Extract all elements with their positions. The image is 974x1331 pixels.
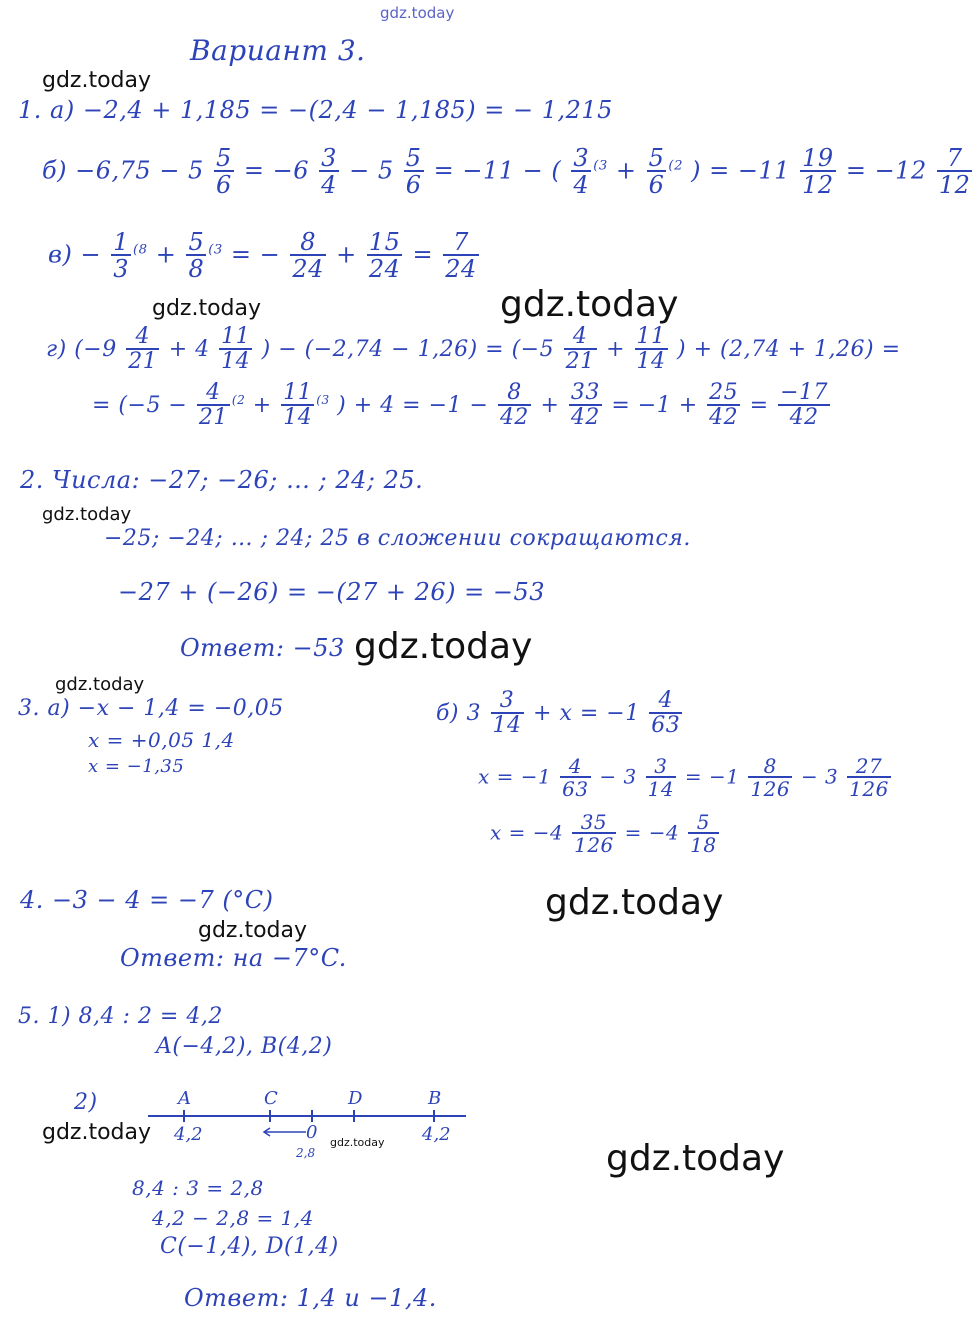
watermark: gdz.today: [545, 882, 724, 923]
task3-a-line3: x = −1,35: [88, 756, 185, 777]
task2-line1: 2. Числа: −27; −26; … ; 24; 25.: [20, 466, 424, 494]
task1-v: в) − $\frac{1}{3}$ $^{(8}$ + $\frac{5}{8}$ $^{(3}$ = − $\frac{8}{24}$ + $\frac{15}{24}$ = $\frac{7}{24}$: [48, 228, 477, 283]
task1-a: 1. а) −2,4 + 1,185 = −(2,4 − 1,185) = − 1,215: [18, 96, 613, 124]
axis-value-zero: 0: [306, 1122, 318, 1143]
task2-line3: −27 + (−26) = −(27 + 26) = −53: [118, 578, 546, 606]
page-title: Вариант 3.: [190, 34, 366, 67]
task3-b-line1: б) 3 $\frac{3}{14}$ + x = −1 $\frac{4}{63}$: [436, 688, 681, 738]
task3-b-line2: x = −1 $\frac{4}{63}$ − 3 $\frac{3}{14}$ = −1 $\frac{8}{126}$ − 3 $\frac{27}{126}$: [478, 754, 889, 801]
watermark: gdz.today: [330, 1136, 385, 1149]
watermark: gdz.today: [55, 674, 145, 695]
task1-g-line1: г) (−9 $\frac{4}{21}$ + 4 $\frac{11}{14}$ ) − (−2,74 − 1,26) = (−5 $\frac{4}{21}$ + $\frac{11}{14}$ ) + (2,74 + 1,26) =: [46, 324, 901, 374]
task3-a-line1: 3. а) −x − 1,4 = −0,05: [18, 696, 284, 721]
axis-label-a: A: [178, 1088, 191, 1109]
axis-label-b: B: [428, 1088, 442, 1109]
watermark: gdz.today: [42, 504, 132, 525]
axis-value-right: 4,2: [422, 1124, 451, 1145]
axis-label-c: C: [264, 1088, 278, 1109]
watermark: gdz.today: [198, 918, 308, 943]
watermark-top: gdz.today: [380, 4, 455, 22]
task5-answer: Ответ: 1,4 и −1,4.: [184, 1284, 437, 1312]
watermark: gdz.today: [152, 296, 262, 321]
task3-b-line3: x = −4 $\frac{35}{126}$ = −4 $\frac{5}{18}$: [490, 810, 717, 857]
task5-line1: 5. 1) 8,4 : 2 = 4,2: [18, 1004, 223, 1029]
task3-a-line2: x = +0,05 1,4: [88, 728, 235, 752]
watermark: gdz.today: [606, 1138, 785, 1179]
task5-part2-label: 2): [74, 1090, 98, 1115]
task5-calc3: C(−1,4), D(1,4): [160, 1234, 339, 1259]
watermark: gdz.today: [42, 68, 152, 93]
task4-answer: Ответ: на −7°C.: [120, 944, 347, 972]
axis-value-left: 4,2: [174, 1124, 203, 1145]
task5-calc1: 8,4 : 3 = 2,8: [132, 1176, 264, 1200]
task1-g-line2: = (−5 − $\frac{4}{21}$ $^{(2}$ + $\frac{11}{14}$ $^{(3}$ ) + 4 = −1 − $\frac{8}{42}$ + $\frac{33}{42}$ = −1 + $\frac{25}{42}$ = $\frac{-17}{42}$: [92, 380, 829, 430]
axis-label-d: D: [348, 1088, 363, 1109]
axis-value-sub: 2,8: [296, 1146, 316, 1160]
task2-answer: Ответ: −53: [180, 634, 345, 662]
task5-line2: A(−4,2), B(4,2): [156, 1034, 333, 1059]
watermark: gdz.today: [42, 1120, 152, 1145]
watermark: gdz.today: [500, 284, 679, 325]
watermark: gdz.today: [354, 626, 533, 667]
task1-b: б) −6,75 − 5 $\frac{5}{6}$ = −6 $\frac{3}{4}$ − 5 $\frac{5}{6}$ = −11 − ( $\frac{3}{4}$ $^{(3}$ + $\frac{5}{6}$ $^{(2}$ ) = −11 $\frac{19}{12}$ = −12 $\frac{7}{12}$: [42, 144, 971, 199]
task5-calc2: 4,2 − 2,8 = 1,4: [152, 1206, 314, 1230]
task4-line1: 4. −3 − 4 = −7 (°C): [20, 886, 274, 914]
task2-line2: −25; −24; … ; 24; 25 в сложении сокращаются.: [104, 526, 691, 551]
